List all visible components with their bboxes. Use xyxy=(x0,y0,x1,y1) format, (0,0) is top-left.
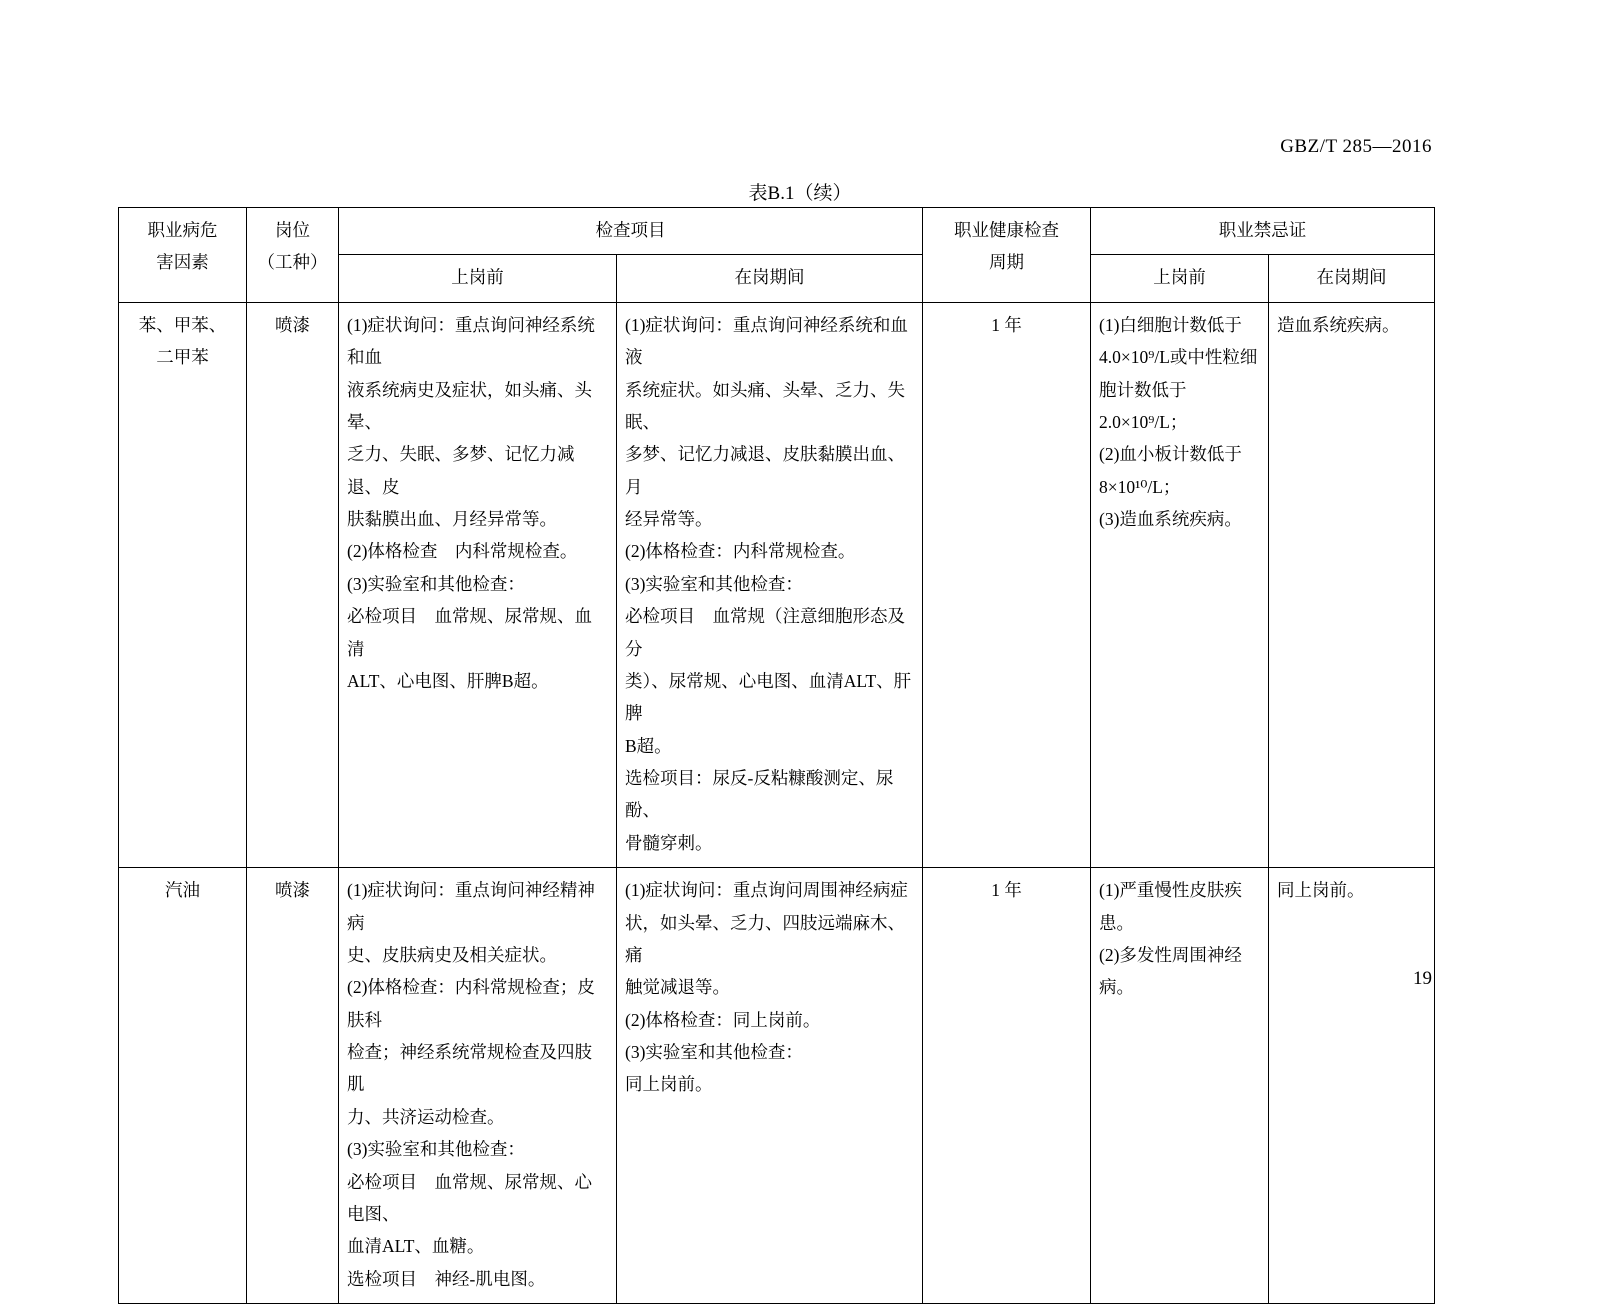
text-line: 检查；神经系统常规检查及四肢肌 xyxy=(347,1042,592,1095)
text-line: (3)造血系统疾病。 xyxy=(1099,509,1242,529)
text-line: 血清ALT、血糖。 xyxy=(347,1236,485,1257)
text-line: 乏力、失眠、多梦、记忆力减退、皮 xyxy=(347,444,575,497)
cell-exam-period: 1 年 xyxy=(923,302,1091,867)
table-caption: 表B.1（续） xyxy=(748,183,852,204)
text-line: 触觉减退等。 xyxy=(625,977,730,998)
table-body xyxy=(119,302,1435,1303)
text-line: (1)症状询问：重点询问神经系统和血液 xyxy=(625,314,908,368)
text-line: (1)症状询问：重点询问神经精神病 xyxy=(347,880,595,933)
cell-exam-during xyxy=(617,302,923,867)
header-exam-period xyxy=(923,208,1091,303)
text-line: 同上岗前。 xyxy=(1277,880,1365,901)
header-taboo-pre-employment: 上岗前 xyxy=(1091,255,1269,302)
text-line: 经异常等。 xyxy=(625,509,713,529)
text-line: (1)白细胞计数低于 xyxy=(1099,314,1242,335)
cell-taboo-pre xyxy=(1091,868,1269,1304)
text-line: 多梦、记忆力减退、皮肤黏膜出血、月 xyxy=(625,444,905,497)
text-line: 必检项目 血常规、尿常规、心电图、 xyxy=(347,1171,592,1224)
cell-exam-pre xyxy=(339,868,617,1304)
header-hazard-factor xyxy=(119,208,247,303)
text-line: 肤黏膜出血、月经异常等。 xyxy=(347,509,557,529)
header-exam-items: 检查项目 xyxy=(339,208,923,255)
header-hazard-factor-line1: 职业病危 xyxy=(147,220,218,240)
text-line: ALT、心电图、肝脾B超。 xyxy=(347,670,549,691)
text-line: 状，如头晕、乏力、四肢远端麻木、痛 xyxy=(625,912,905,965)
text-line: B超。 xyxy=(625,735,672,756)
header-exam-period-line2: 周期 xyxy=(989,252,1024,273)
page-number: 19 xyxy=(1413,968,1432,989)
text-line: 必检项目 血常规、尿常规、血清 xyxy=(347,606,592,659)
text-line: 胞计数低于 xyxy=(1099,379,1187,400)
header-taboo-during-employment: 在岗期间 xyxy=(1269,255,1435,302)
text-line: (2)体格检查：内科常规检查。 xyxy=(625,541,856,562)
cell-post: 喷漆 xyxy=(247,868,339,1304)
text-line: (2)血小板计数低于 xyxy=(1099,444,1242,465)
text-line: 8×10¹⁰/L； xyxy=(1099,476,1181,497)
text-line: (3)实验室和其他检查： xyxy=(347,573,525,594)
text-line: 选检项目：尿反-反粘糠酸测定、尿酚、 xyxy=(625,768,894,821)
cell-taboo-during xyxy=(1269,302,1435,867)
text-line: (3)实验室和其他检查： xyxy=(625,1042,803,1062)
text-line: 必检项目 血常规（注意细胞形态及分 xyxy=(625,606,905,659)
text-line: 类）、尿常规、心电图、血清ALT、肝脾 xyxy=(625,670,912,724)
hazard-factor-line1: 苯、甲苯、 xyxy=(138,314,227,335)
cell-exam-during xyxy=(617,868,923,1304)
header-post-line1: 岗位 xyxy=(275,220,310,240)
header-exam-during-employment: 在岗期间 xyxy=(617,255,923,302)
text-line: (3)实验室和其他检查： xyxy=(347,1139,525,1160)
header-contraindications: 职业禁忌证 xyxy=(1091,208,1435,255)
cell-exam-period: 1 年 xyxy=(923,868,1091,1304)
text-line: 选检项目 神经-肌电图。 xyxy=(347,1268,546,1289)
text-line: (2)体格检查 内科常规检查。 xyxy=(347,541,578,562)
cell-post: 喷漆 xyxy=(247,302,339,867)
header-exam-period-line1: 职业健康检查 xyxy=(954,220,1059,240)
text-line: (3)实验室和其他检查： xyxy=(625,573,803,594)
table-container xyxy=(118,207,1434,1304)
table-row xyxy=(119,868,1435,1304)
text-line: (2)体格检查：同上岗前。 xyxy=(625,1009,821,1030)
cell-taboo-during xyxy=(1269,868,1435,1304)
cell-taboo-pre xyxy=(1091,302,1269,867)
text-line: 骨髓穿刺。 xyxy=(625,832,713,853)
text-line: (1)严重慢性皮肤疾患。 xyxy=(1099,880,1242,933)
text-line: 史、皮肤病史及相关症状。 xyxy=(347,944,557,965)
text-line: (2)体格检查：内科常规检查；皮肤科 xyxy=(347,977,595,1030)
header-exam-pre-employment: 上岗前 xyxy=(339,255,617,302)
text-line: 4.0×10⁹/L或中性粒细 xyxy=(1099,347,1258,368)
text-line: 液系统病史及症状，如头痛、头晕、 xyxy=(347,379,592,432)
cell-hazard-factor: 汽油 xyxy=(119,868,247,1304)
text-line: (1)症状询问：重点询问神经系统和血 xyxy=(347,314,595,368)
table-header-row-1 xyxy=(119,208,1435,255)
header-hazard-factor-line2: 害因素 xyxy=(156,252,209,273)
cell-hazard-factor xyxy=(119,302,247,867)
text-line: (1)症状询问：重点询问周围神经病症 xyxy=(625,880,908,901)
header-post-line2: （工种） xyxy=(257,252,328,273)
text-line: 2.0×10⁹/L； xyxy=(1099,411,1188,432)
cell-exam-pre xyxy=(339,302,617,867)
text-line: 系统症状。如头痛、头晕、乏力、失眠、 xyxy=(625,379,905,432)
standard-code-header: GBZ/T 285—2016 xyxy=(1280,136,1432,157)
table-row xyxy=(119,302,1435,867)
text-line: (2)多发性周围神经病。 xyxy=(1099,944,1242,998)
text-line: 造血系统疾病。 xyxy=(1277,314,1400,335)
hazard-factor-line2: 二甲苯 xyxy=(156,347,209,368)
text-line: 力、共济运动检查。 xyxy=(347,1106,505,1127)
text-line: 同上岗前。 xyxy=(625,1074,713,1095)
header-post xyxy=(247,208,339,303)
occupational-health-table xyxy=(118,207,1435,1304)
